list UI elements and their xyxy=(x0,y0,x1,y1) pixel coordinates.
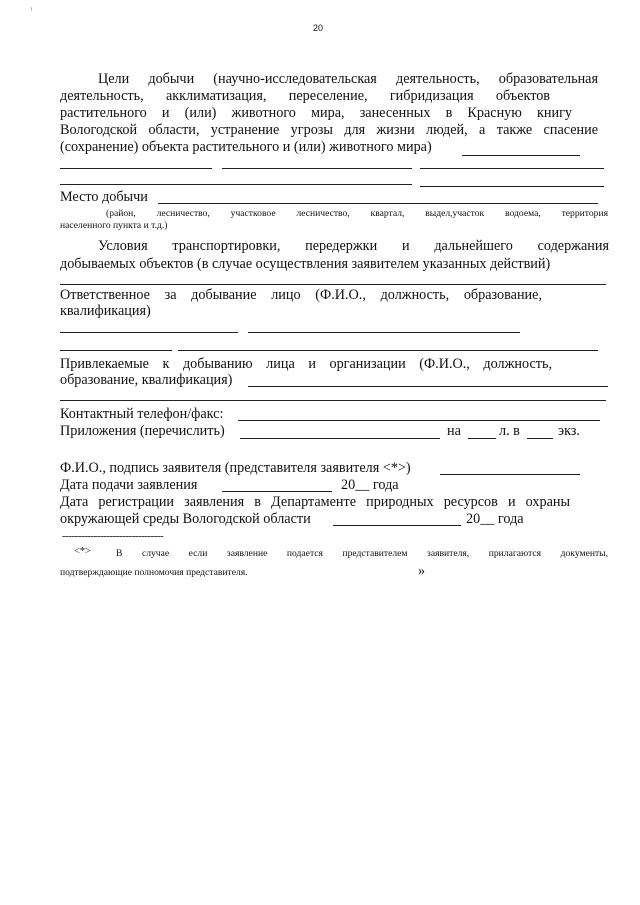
goals-field-2a[interactable] xyxy=(60,168,212,169)
goals-field-2b[interactable] xyxy=(222,168,412,169)
registration-year: 20__ года xyxy=(466,511,524,527)
goals-line-5: (сохранение) объекта растительного и (или) животного мира) xyxy=(60,139,432,155)
goals-field-3b[interactable] xyxy=(420,186,604,187)
goals-line-4: Вологодской области, устранение угрозы для жизни людей, а также спасение xyxy=(60,122,598,138)
responsible-field-1b[interactable] xyxy=(248,332,520,333)
transport-line-1: Условия транспортировки, передержки и дальнейшего содержания xyxy=(98,238,609,254)
copies-count-field[interactable] xyxy=(527,438,553,439)
submission-year: 20__ года xyxy=(341,477,399,493)
responsible-line-1: Ответственное за добывание лицо (Ф.И.О., должность, образование, xyxy=(60,287,542,303)
involved-line-1: Привлекаемые к добыванию лица и организации (Ф.И.О., должность, xyxy=(60,356,552,372)
attachments-label: Приложения (перечислить) xyxy=(60,423,225,439)
goals-field-1[interactable] xyxy=(462,155,580,156)
scan-mark xyxy=(31,7,32,11)
responsible-line-2: квалификация) xyxy=(60,303,151,319)
place-hint-line-1: (район, лесничество, участковое лесничество, квартал, выдел,участок водоема, территория xyxy=(106,208,608,219)
transport-line-2: добываемых объектов (в случае осуществления заявителем указанных действий) xyxy=(60,256,551,272)
phone-field[interactable] xyxy=(238,420,600,421)
registration-line-1: Дата регистрации заявления в Департаменте природных ресурсов и охраны xyxy=(60,494,570,510)
goals-field-3a[interactable] xyxy=(60,184,412,185)
responsible-field-2b[interactable] xyxy=(178,350,598,351)
pages-label: л. в xyxy=(499,423,520,439)
registration-line-2: окружающей среды Вологодской области xyxy=(60,511,311,527)
goals-field-2c[interactable] xyxy=(420,168,604,169)
page-number: 20 xyxy=(313,23,324,33)
pages-count-field[interactable] xyxy=(468,438,496,439)
goals-line-2: деятельность, акклиматизация, переселение, гибридизация объектов xyxy=(60,88,550,104)
copies-label: экз. xyxy=(558,423,580,439)
registration-date-field[interactable] xyxy=(333,525,461,526)
goals-line-3: растительного и (или) животного мира, занесенных в Красную книгу xyxy=(60,105,572,121)
closing-quote: » xyxy=(418,563,426,579)
attachments-field[interactable] xyxy=(240,438,440,439)
footnote-line-2: подтверждающие полномочия представителя. xyxy=(60,567,248,578)
involved-field-2[interactable] xyxy=(60,400,606,401)
footnote-separator: -------------------------------- xyxy=(62,530,164,542)
fio-signature-label: Ф.И.О., подпись заявителя (представителя заявителя <*>) xyxy=(60,460,411,476)
involved-field-1[interactable] xyxy=(248,386,608,387)
transport-field[interactable] xyxy=(60,284,606,285)
on-label: на xyxy=(447,423,461,439)
responsible-field-1a[interactable] xyxy=(60,332,238,333)
footnote-line-1: В случае если заявление подается представителем заявителя, прилагаются документы, xyxy=(116,548,608,559)
place-hint-line-2: населенного пункта и т.д.) xyxy=(60,220,168,231)
involved-line-2: образование, квалификация) xyxy=(60,372,233,388)
place-label: Место добычи xyxy=(60,189,148,205)
submission-date-label: Дата подачи заявления xyxy=(60,477,198,493)
place-field[interactable] xyxy=(158,203,598,204)
goals-line-1: Цели добычи (научно-исследовательская деятельность, образовательная xyxy=(98,71,598,87)
phone-label: Контактный телефон/факс: xyxy=(60,406,224,422)
fio-signature-field[interactable] xyxy=(440,474,580,475)
footnote-marker: <*> xyxy=(74,546,91,557)
responsible-field-2a[interactable] xyxy=(60,350,172,351)
submission-date-field[interactable] xyxy=(222,491,332,492)
